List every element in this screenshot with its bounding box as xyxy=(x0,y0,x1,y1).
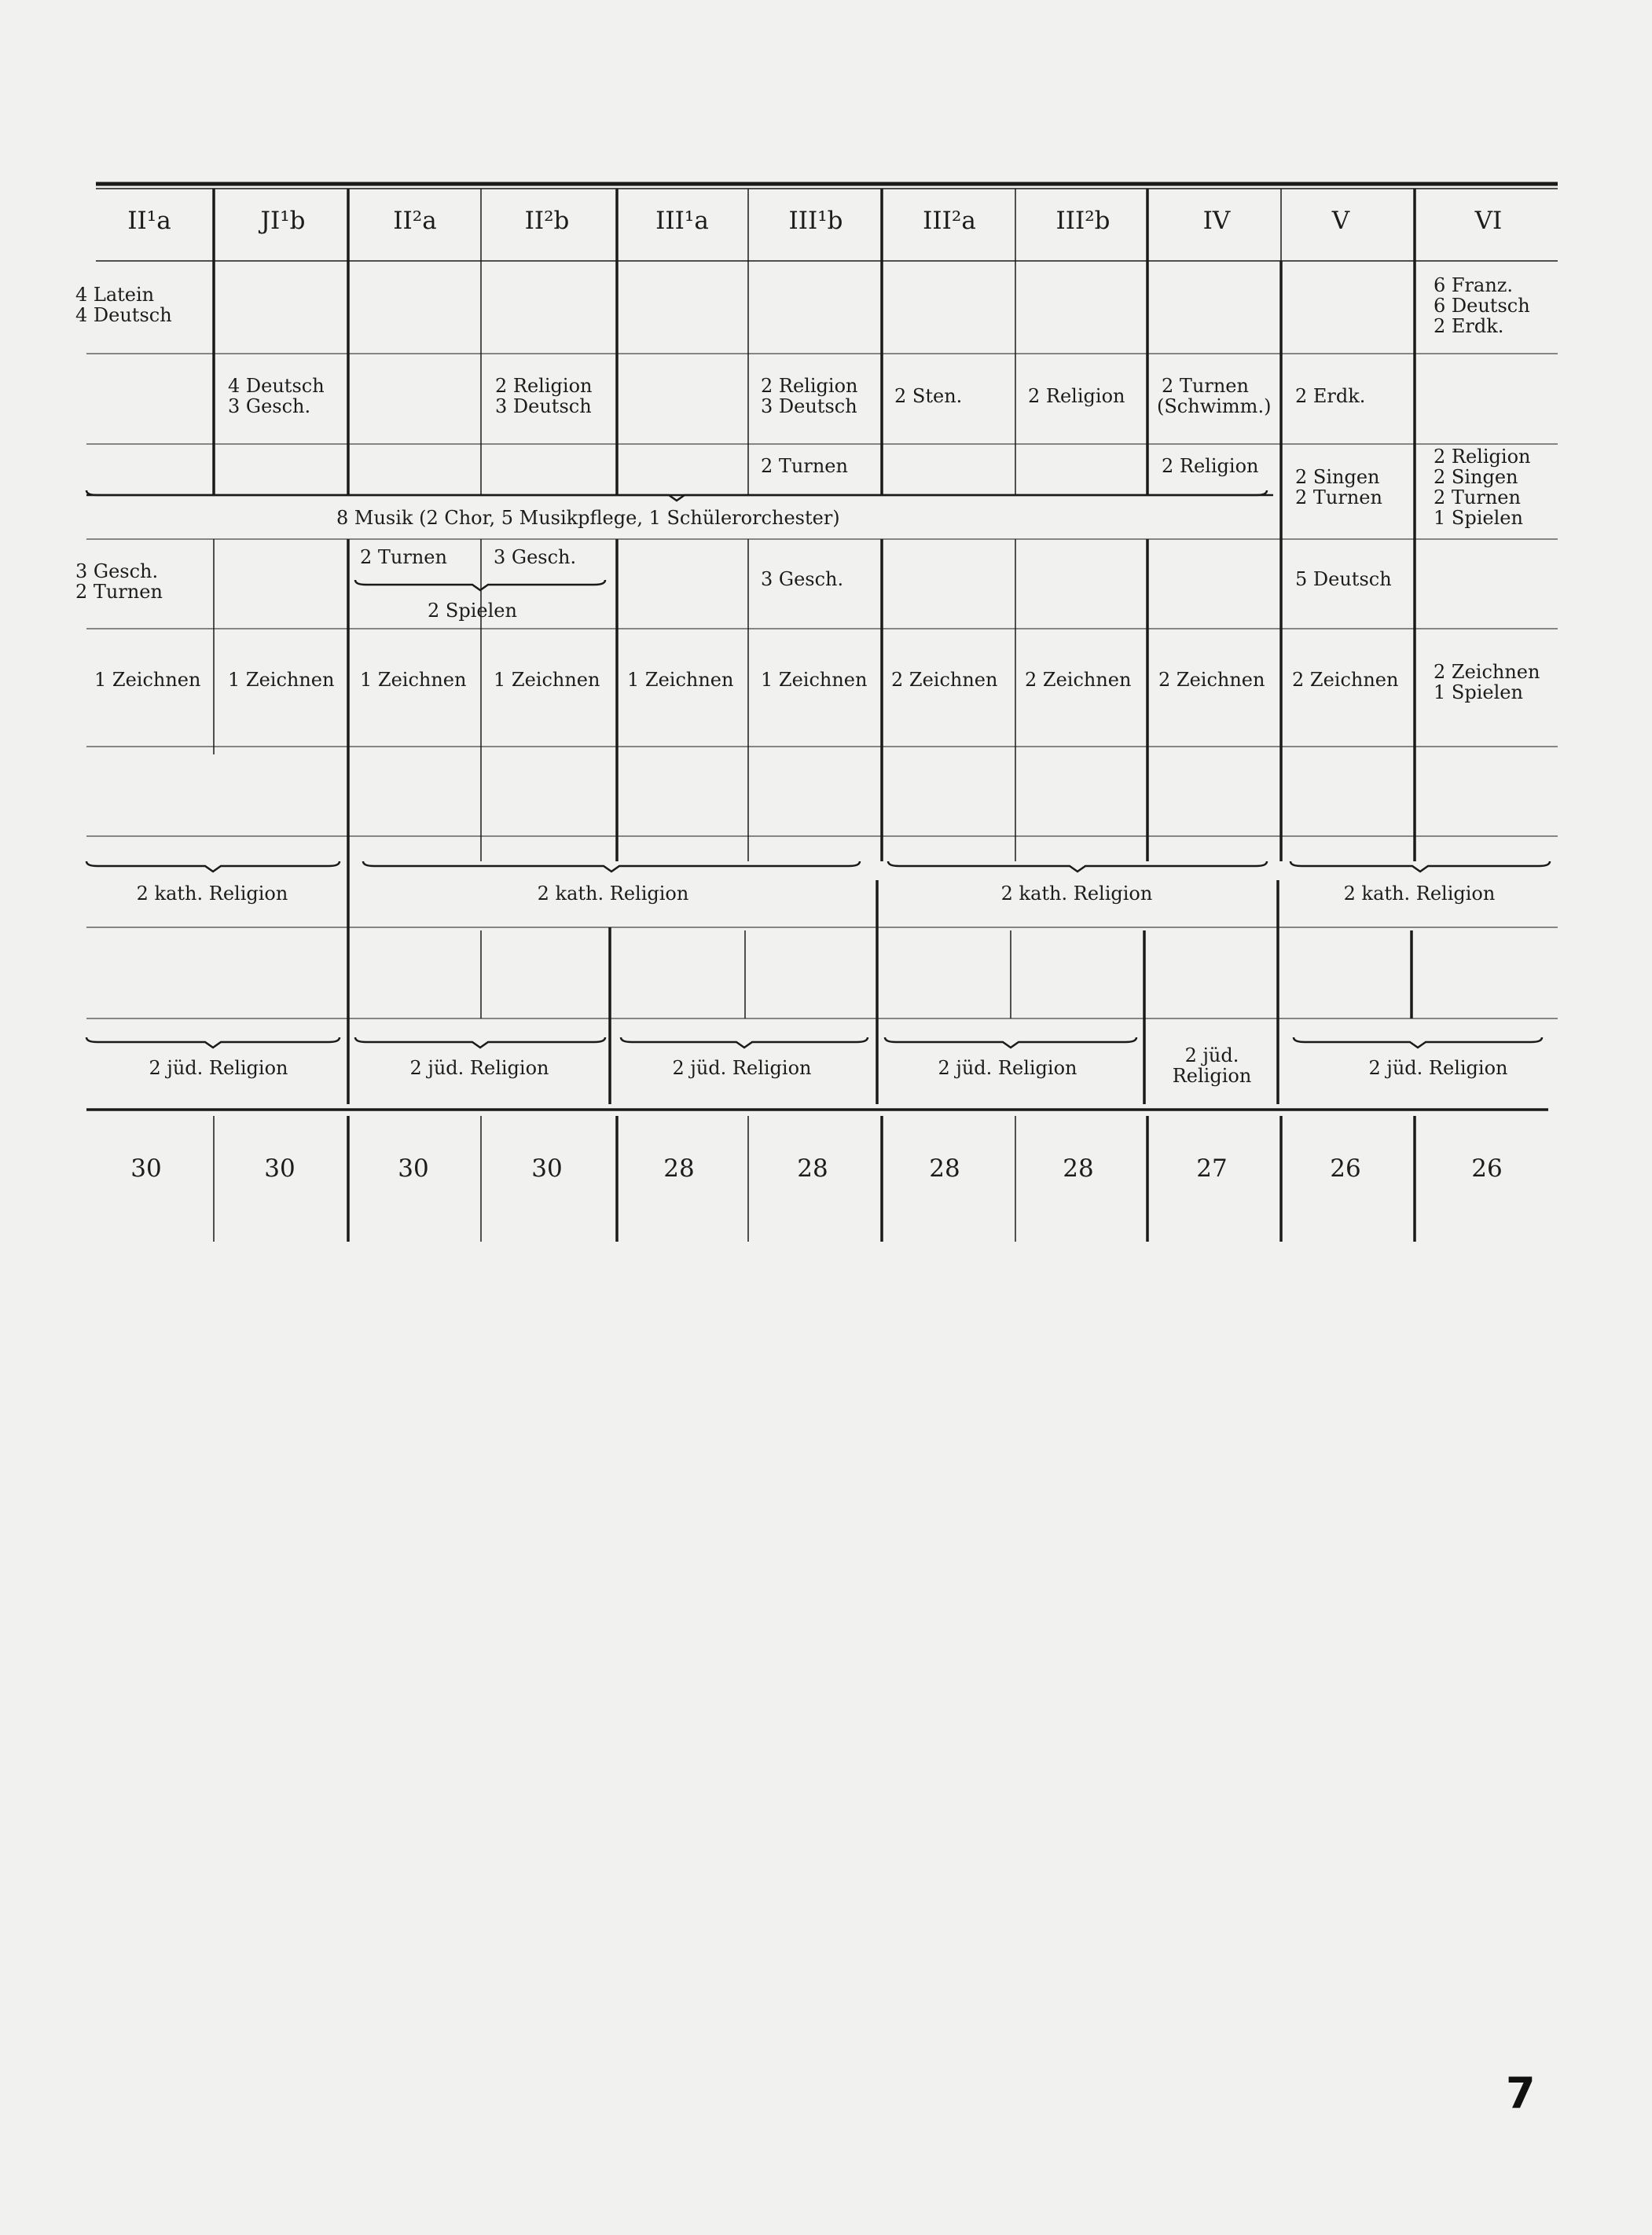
cell-text: 1 Zeichnen xyxy=(761,669,868,691)
column-header: V xyxy=(1331,207,1350,235)
cell-text: 2 Zeichnen xyxy=(1434,661,1540,683)
cell-text: 3 Gesch. xyxy=(75,560,159,582)
cell-text: 2 Zeichnen xyxy=(1025,669,1132,691)
total-hours: 27 xyxy=(1196,1154,1228,1183)
column-header: JI¹b xyxy=(260,207,306,235)
column-header: II²a xyxy=(393,207,437,235)
cell-text: 1 Spielen xyxy=(1434,681,1523,703)
column-header: III²b xyxy=(1055,207,1111,235)
jued-religion-label: 2 jüd. Religion xyxy=(938,1057,1077,1079)
jued-religion-label: Religion xyxy=(1172,1065,1252,1087)
total-hours: 28 xyxy=(929,1154,960,1183)
jued-religion-label: 2 jüd. Religion xyxy=(409,1057,549,1079)
jued-religion-label: 2 jüd. xyxy=(1184,1044,1239,1066)
cell-text: (Schwimm.) xyxy=(1157,395,1272,417)
cell-text: 2 Turnen xyxy=(360,546,447,568)
kath-religion-label: 2 kath. Religion xyxy=(136,883,288,905)
column-header: III¹a xyxy=(655,207,709,235)
total-hours: 30 xyxy=(398,1154,429,1183)
cell-text: 1 Zeichnen xyxy=(360,669,467,691)
group-brace xyxy=(621,1037,868,1048)
cell-text: 3 Deutsch xyxy=(495,395,592,417)
cell-text: 4 Latein xyxy=(75,284,155,306)
cell-text: 5 Deutsch xyxy=(1295,568,1392,590)
group-brace xyxy=(888,861,1267,872)
cell-text: 2 Turnen xyxy=(1434,486,1521,508)
cell-text: 2 Turnen xyxy=(1162,375,1249,397)
cell-text: 1 Zeichnen xyxy=(627,669,734,691)
cell-text: 4 Deutsch xyxy=(75,304,172,326)
column-header: II¹a xyxy=(127,207,171,235)
cell-text: 2 Spielen xyxy=(428,600,517,622)
cell-text: 3 Gesch. xyxy=(494,546,577,568)
jued-religion-label: 2 jüd. Religion xyxy=(672,1057,812,1079)
kath-religion-label: 2 kath. Religion xyxy=(1000,883,1153,905)
cell-text: 2 Zeichnen xyxy=(891,669,998,691)
cell-text: 2 Turnen xyxy=(1295,486,1382,508)
cell-text: 3 Gesch. xyxy=(761,568,844,590)
total-hours: 28 xyxy=(797,1154,828,1183)
column-header: VI xyxy=(1474,207,1503,235)
column-header: IV xyxy=(1202,207,1231,235)
group-brace xyxy=(355,1037,605,1048)
cell-text: 3 Gesch. xyxy=(228,395,311,417)
total-hours: 30 xyxy=(531,1154,563,1183)
group-brace xyxy=(1294,1037,1542,1048)
group-brace xyxy=(86,861,340,872)
cell-text: 2 Zeichnen xyxy=(1292,669,1399,691)
cell-text: 1 Zeichnen xyxy=(228,669,335,691)
cell-text: 3 Deutsch xyxy=(761,395,857,417)
cell-text: 1 Zeichnen xyxy=(94,669,201,691)
total-hours: 30 xyxy=(264,1154,296,1183)
cell-text: 2 Turnen xyxy=(75,581,163,603)
cell-text: 6 Franz. xyxy=(1434,274,1514,296)
cell-text: 4 Deutsch xyxy=(228,375,325,397)
total-hours: 28 xyxy=(663,1154,695,1183)
total-hours: 30 xyxy=(130,1154,162,1183)
cell-text: 2 Religion xyxy=(761,375,858,397)
music-span-text: 8 Musik (2 Chor, 5 Musikpflege, 1 Schülerorchester) xyxy=(336,507,840,529)
column-header: III¹b xyxy=(788,207,843,235)
cell-text: 2 Turnen xyxy=(761,455,848,477)
cell-text: 2 Singen xyxy=(1434,466,1518,488)
cell-text: 2 Erdk. xyxy=(1295,385,1366,407)
cell-text: 2 Religion xyxy=(1434,446,1531,468)
cell-text: 2 Religion xyxy=(1162,455,1259,477)
jued-religion-label: 2 jüd. Religion xyxy=(1368,1057,1508,1079)
cell-text: 2 Religion xyxy=(495,375,593,397)
group-brace xyxy=(86,1037,340,1048)
total-hours: 28 xyxy=(1063,1154,1094,1183)
group-brace xyxy=(1290,861,1550,872)
cell-text: 6 Deutsch xyxy=(1434,295,1530,317)
cell-text: 1 Spielen xyxy=(1434,507,1523,529)
group-brace xyxy=(355,580,605,590)
cell-text: 2 Singen xyxy=(1295,466,1380,488)
cell-text: 2 Sten. xyxy=(894,385,963,407)
group-brace xyxy=(363,861,860,872)
cell-text: 2 Religion xyxy=(1028,385,1125,407)
page-number: 7 xyxy=(1506,2068,1536,2118)
cell-text: 1 Zeichnen xyxy=(494,669,600,691)
kath-religion-label: 2 kath. Religion xyxy=(1343,883,1496,905)
group-brace xyxy=(885,1037,1136,1048)
column-header: III²a xyxy=(923,207,976,235)
total-hours: 26 xyxy=(1471,1154,1503,1183)
cell-text: 2 Erdk. xyxy=(1434,315,1504,337)
cell-text: 2 Zeichnen xyxy=(1158,669,1265,691)
total-hours: 26 xyxy=(1330,1154,1361,1183)
kath-religion-label: 2 kath. Religion xyxy=(537,883,689,905)
column-header: II²b xyxy=(524,207,570,235)
jued-religion-label: 2 jüd. Religion xyxy=(149,1057,288,1079)
